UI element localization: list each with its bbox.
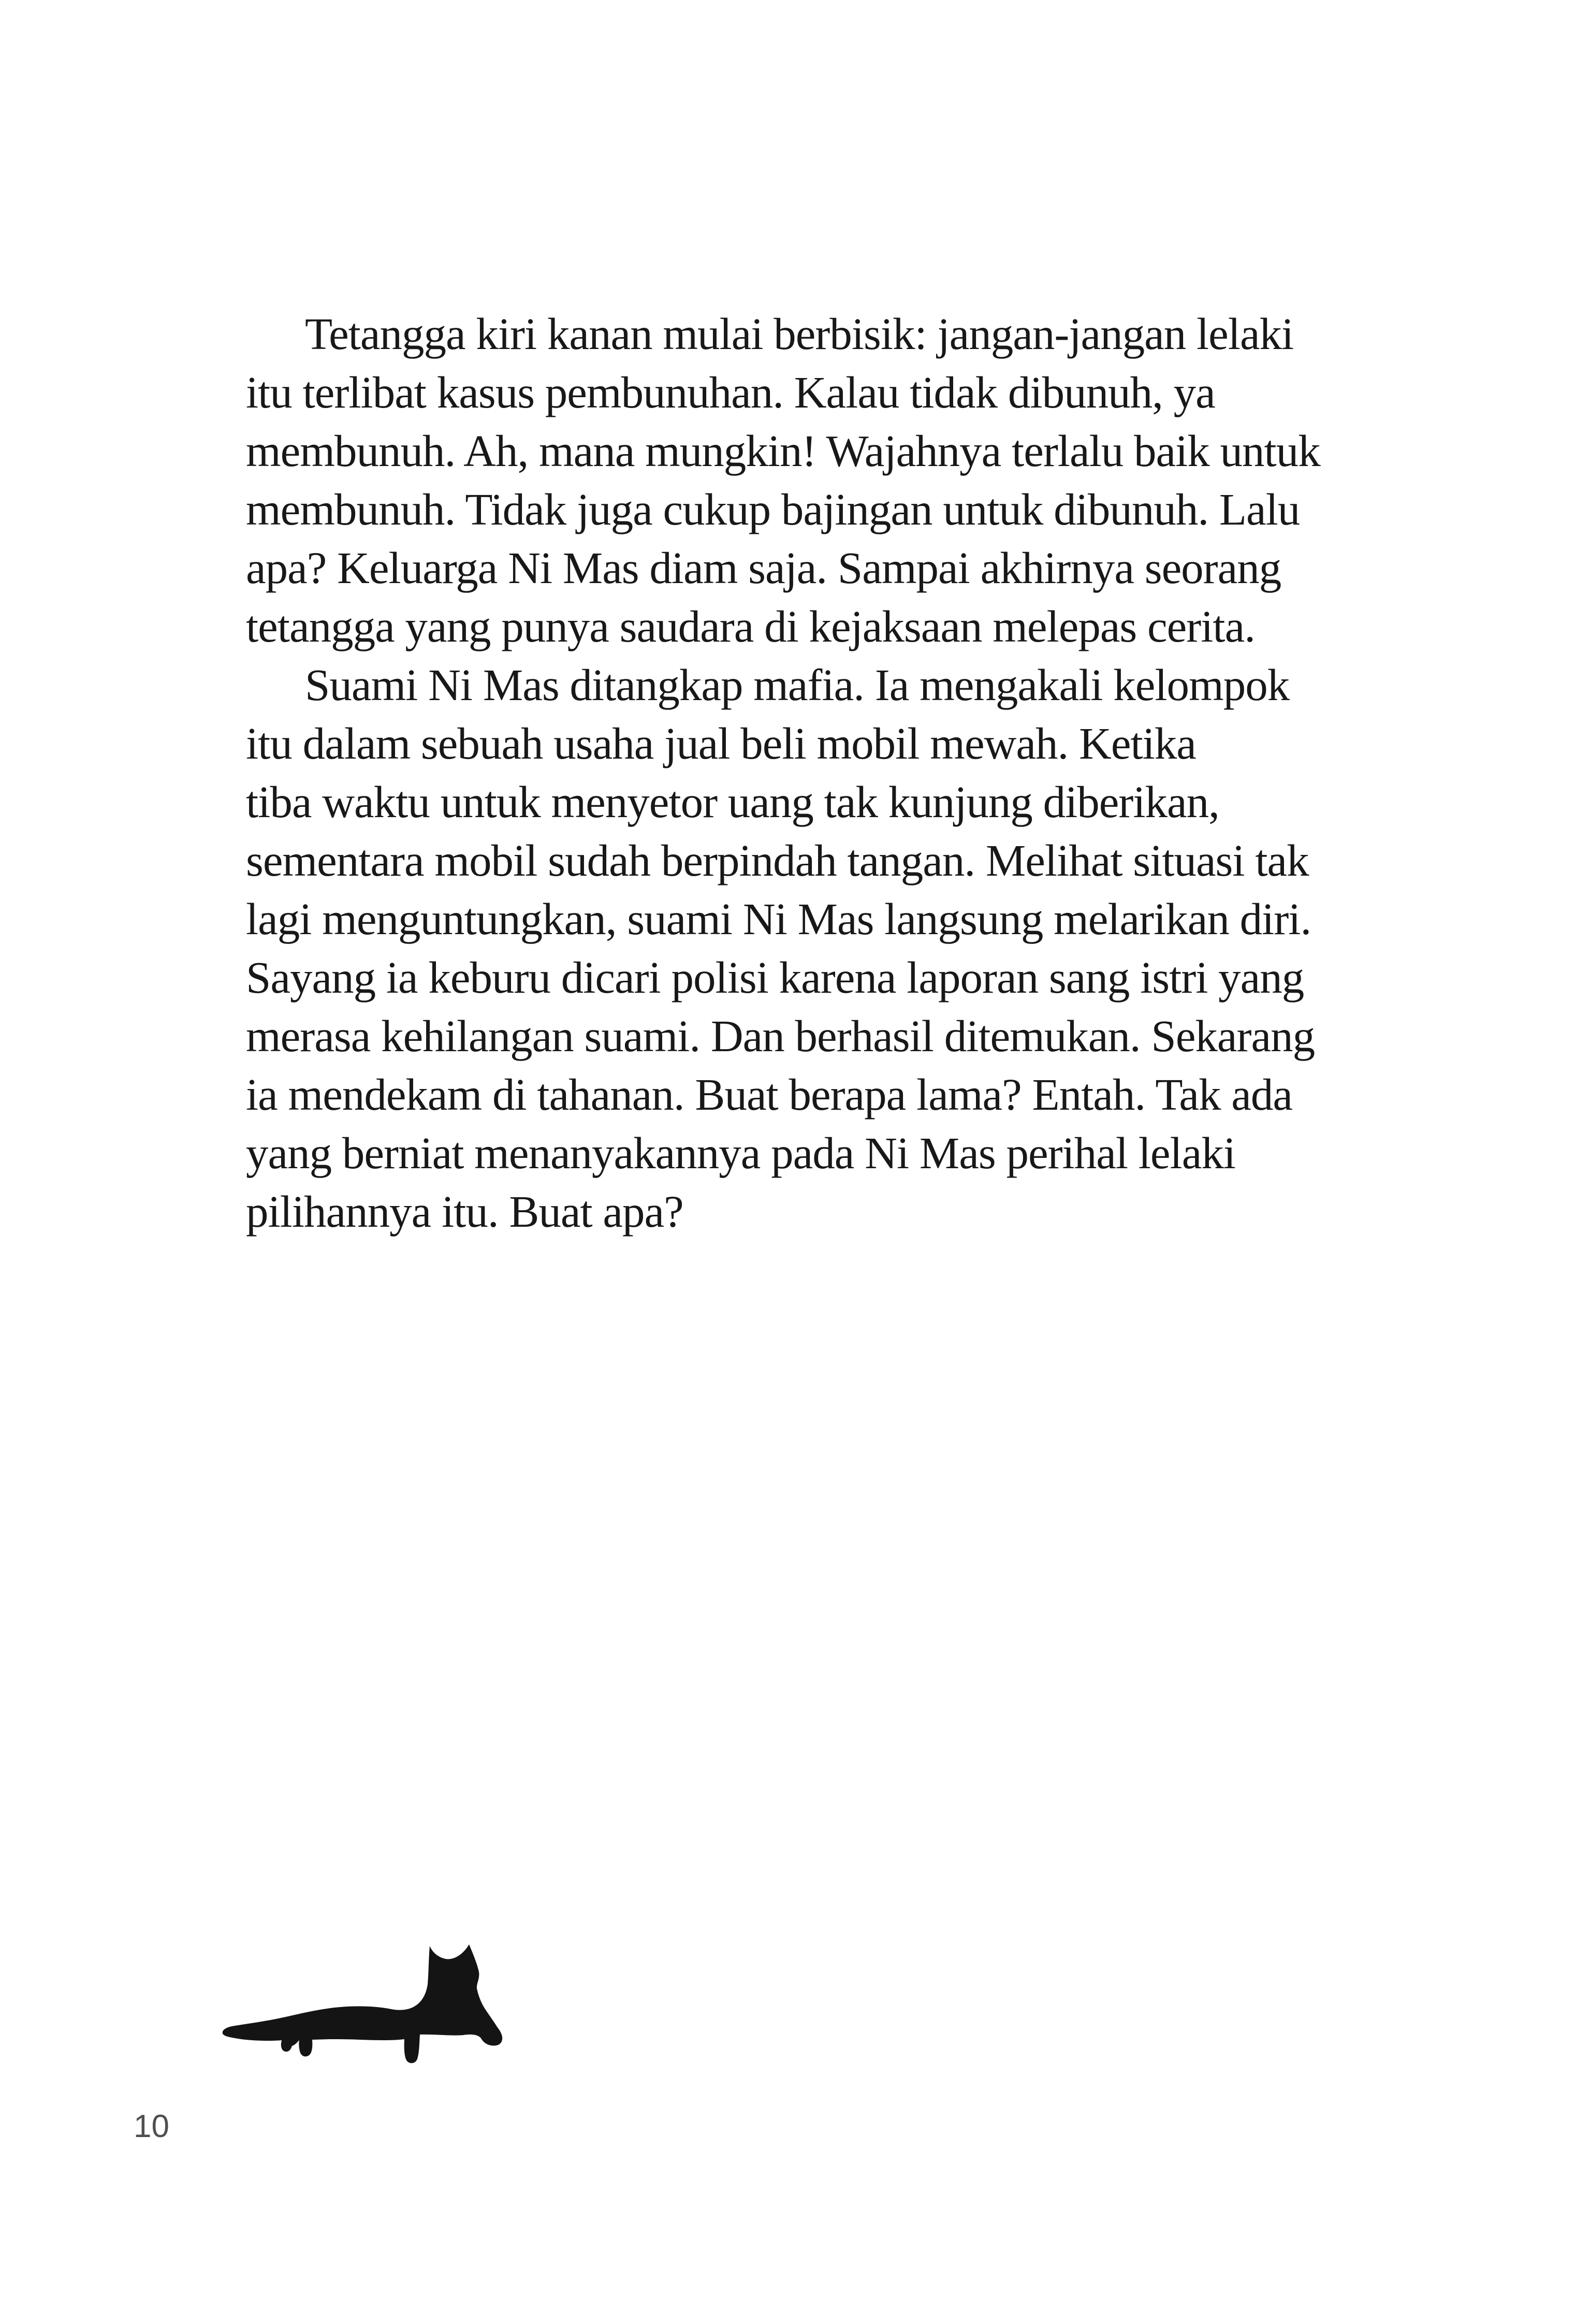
text-line: merasa kehilangan suami. Dan berhasil ditemukan. Sekarang xyxy=(246,1011,1315,1061)
text-line: Tetangga kiri kanan mulai berbisik: jangan-jangan lelaki xyxy=(305,309,1294,359)
text-line: yang berniat menanyakannya pada Ni Mas perihal lelaki xyxy=(246,1128,1235,1178)
text-line: membunuh. Ah, mana mungkin! Wajahnya terlalu baik untuk xyxy=(246,426,1320,476)
text-line: pilihannya itu. Buat apa? xyxy=(246,1186,683,1237)
text-line: Sayang ia keburu dicari polisi karena laporan sang istri yang xyxy=(246,952,1304,1003)
text-line: lagi menguntungkan, suami Ni Mas langsung melarikan diri. xyxy=(246,894,1311,944)
text-line: apa? Keluarga Ni Mas diam saja. Sampai akhirnya seorang xyxy=(246,543,1281,593)
text-line: itu dalam sebuah usaha jual beli mobil mewah. Ketika xyxy=(246,718,1196,768)
page-number: 10 xyxy=(134,2109,169,2144)
text-line: tiba waktu untuk menyetor uang tak kunjung diberikan, xyxy=(246,777,1219,827)
cat-silhouette-illustration xyxy=(221,1938,503,2065)
text-line: membunuh. Tidak juga cukup bajingan untuk dibunuh. Lalu xyxy=(246,484,1300,534)
text-line: tetangga yang punya saudara di kejaksaan melepas cerita. xyxy=(246,601,1255,651)
text-line: ia mendekam di tahanan. Buat berapa lama? Entah. Tak ada xyxy=(246,1069,1292,1120)
body-text xyxy=(246,304,1385,1241)
text-line: Suami Ni Mas ditangkap mafia. Ia mengakali kelompok xyxy=(305,660,1290,710)
text-line: itu terlibat kasus pembunuhan. Kalau tidak dibunuh, ya xyxy=(246,367,1215,417)
text-line: sementara mobil sudah berpindah tangan. Melihat situasi tak xyxy=(246,835,1309,885)
